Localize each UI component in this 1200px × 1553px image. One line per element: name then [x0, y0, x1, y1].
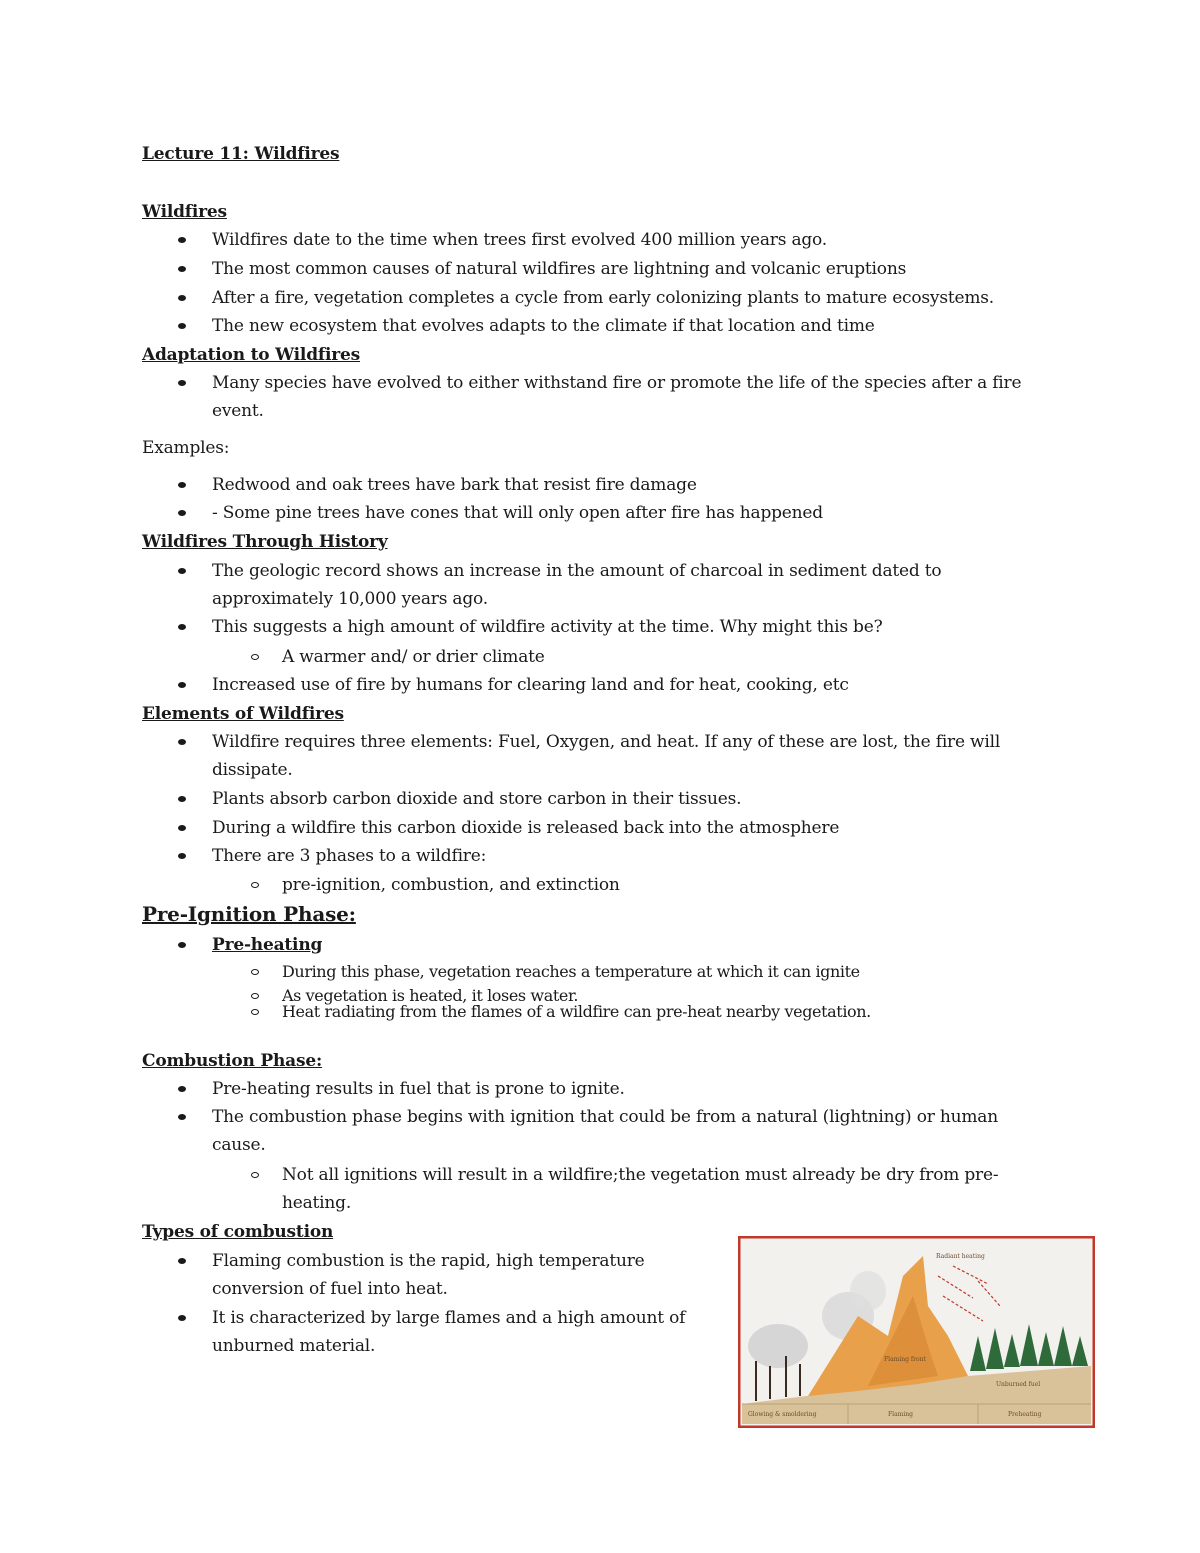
list-item: Not all ignitions will result in a wildfire;the vegetation must already be dry from pre-heating. [282, 1161, 1032, 1217]
list-item: During a wildfire this carbon dioxide is released back into the atmosphere [212, 814, 839, 842]
list-item: Wildfires date to the time when trees first evolved 400 million years ago. [212, 226, 827, 254]
heading-wildfires: Wildfires [142, 202, 227, 222]
list-item: Redwood and oak trees have bark that resist fire damage [212, 471, 697, 499]
list-item: After a fire, vegetation completes a cycle from early colonizing plants to mature ecosystems. [212, 284, 994, 312]
heading-types: Types of combustion [142, 1222, 334, 1242]
list-item: This suggests a high amount of wildfire activity at the time. Why might this be? [212, 613, 883, 641]
label-radiant: Radiant heating [936, 1253, 985, 1260]
list-item: The geologic record shows an increase in the amount of charcoal in sediment dated to approximately 10,000 years ago. [212, 557, 972, 613]
list-item: The most common causes of natural wildfires are lightning and volcanic eruptions [212, 255, 906, 283]
label-flaming-front: Flaming front [884, 1356, 926, 1363]
list-item: During this phase, vegetation reaches a temperature at which it can ignite [282, 958, 860, 986]
subheading-preheating: Pre-heating [212, 931, 322, 959]
list-item: Many species have evolved to either withstand fire or promote the life of the species after a fire event. [212, 369, 1052, 425]
list-item: The new ecosystem that evolves adapts to the climate if that location and time [212, 312, 875, 340]
label-glowing: Glowing & smoldering [748, 1411, 817, 1418]
list-item: Increased use of fire by humans for clearing land and for heat, cooking, etc [212, 671, 849, 699]
list-item: pre-ignition, combustion, and extinction [282, 871, 620, 899]
label-preheating: Preheating [1008, 1411, 1042, 1418]
wildfire-diagram [738, 1236, 1095, 1428]
list-item: A warmer and/ or drier climate [282, 643, 545, 671]
heading-history: Wildfires Through History [142, 532, 388, 552]
list-item: The combustion phase begins with ignition that could be from a natural (lightning) or human cause. [212, 1103, 1032, 1159]
label-flaming: Flaming [888, 1411, 913, 1418]
list-item: Wildfire requires three elements: Fuel, Oxygen, and heat. If any of these are lost, the fire will dissipate. [212, 728, 1032, 784]
list-item: Pre-heating results in fuel that is prone to ignite. [212, 1075, 625, 1103]
list-item: - Some pine trees have cones that will only open after fire has happened [212, 499, 823, 527]
document-title: Lecture 11: Wildfires [142, 144, 340, 164]
list-item: It is characterized by large flames and a high amount of unburned material. [212, 1304, 702, 1360]
list-item: Plants absorb carbon dioxide and store carbon in their tissues. [212, 785, 741, 813]
list-item: Flaming combustion is the rapid, high temperature conversion of fuel into heat. [212, 1247, 682, 1303]
list-item: As vegetation is heated, it loses water. [282, 982, 578, 1010]
heading-adaptation: Adaptation to Wildfires [142, 345, 360, 365]
heading-preignition: Pre-Ignition Phase: [142, 902, 356, 926]
label-unburned: Unburned fuel [996, 1381, 1041, 1388]
examples-label: Examples: [142, 438, 230, 458]
list-item: There are 3 phases to a wildfire: [212, 842, 486, 870]
heading-combustion: Combustion Phase: [142, 1051, 323, 1071]
heading-elements: Elements of Wildfires [142, 704, 344, 724]
list-item: Heat radiating from the flames of a wildfire can pre-heat nearby vegetation. [282, 998, 871, 1026]
